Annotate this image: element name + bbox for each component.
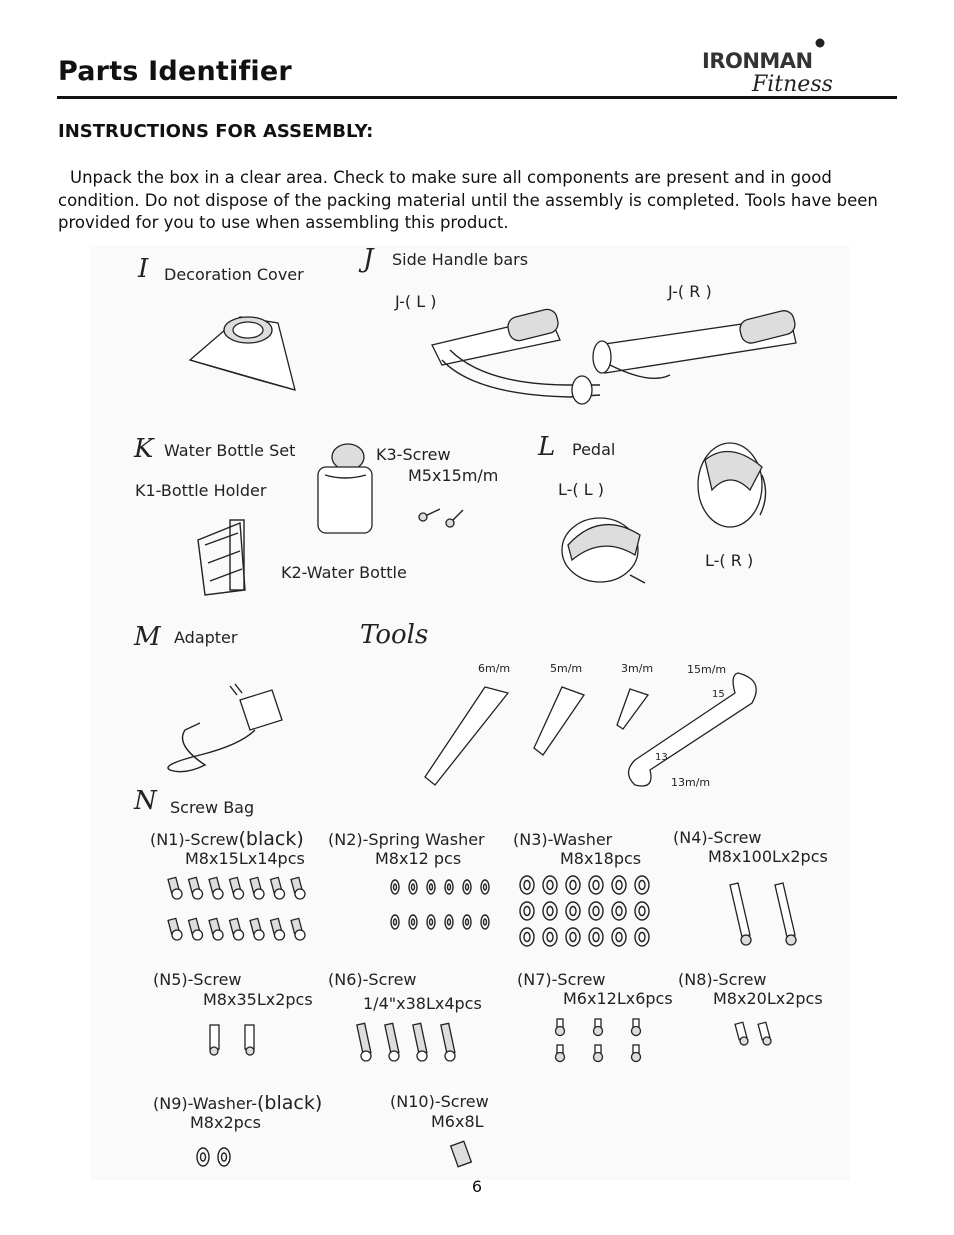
n6-code: (N6)-Screw: [328, 970, 417, 989]
part-l-right-label: L-( R ): [705, 551, 754, 570]
screw-icon: [209, 877, 223, 899]
allen-key-5mm-icon: [534, 687, 584, 755]
hardware-n4: [673, 828, 828, 945]
n2-code: (N2)-Spring Washer: [328, 830, 485, 849]
n2-spring-washers-icon: [391, 880, 489, 929]
washer-icon: [589, 876, 603, 894]
page-title: Parts Identifier: [58, 56, 292, 87]
adapter-illustration: [168, 684, 282, 772]
screw-icon: [230, 918, 244, 940]
hardware-n2: [328, 830, 489, 929]
spring-washer-icon: [409, 880, 417, 894]
svg-text:(N9)-Washer-(black): [153, 1092, 322, 1114]
part-n-group: [133, 786, 254, 817]
parts-diagram: [90, 245, 850, 1180]
spring-washer-icon: [445, 880, 453, 894]
part-k2-label: K2-Water Bottle: [281, 563, 407, 582]
n3-code: (N3)-Washer: [513, 830, 613, 849]
n7-size: M6x12Lx6pcs: [563, 989, 673, 1008]
allen-key-6mm-icon: [425, 687, 508, 785]
header-rule: [57, 96, 897, 99]
screw-icon: [271, 877, 285, 899]
n8-size: M8x20Lx2pcs: [713, 989, 823, 1008]
washer-icon: [520, 902, 534, 920]
screw-icon: [189, 877, 203, 899]
washer-icon: [543, 876, 557, 894]
washer-icon: [635, 928, 649, 946]
part-k1-label: K1-Bottle Holder: [135, 481, 267, 500]
page-number: 6: [471, 1177, 483, 1196]
screw-icon: [291, 877, 305, 899]
hardware-n5: [153, 970, 313, 1055]
n1-screws-icon: [168, 877, 305, 940]
part-j-left-label: J-( L ): [395, 292, 437, 311]
pedal-left-illustration: [562, 518, 645, 583]
n1-extra: (black): [238, 828, 304, 850]
screw-icon: [168, 918, 182, 940]
washer-icon: [543, 928, 557, 946]
spring-washer-icon: [391, 915, 399, 929]
washer-icon: [589, 928, 603, 946]
washer-icon: [566, 876, 580, 894]
screw-icon: [594, 1019, 603, 1036]
part-j-label: Side Handle bars: [392, 250, 529, 269]
svg-text:(N1)-Screw(black): [150, 828, 304, 850]
screw-icon: [556, 1045, 565, 1062]
washer-icon: [543, 902, 557, 920]
tool-5mm-label: 5m/m: [550, 662, 583, 675]
spring-washer-icon: [427, 880, 435, 894]
n5-screws-icon: [210, 1025, 254, 1055]
n1-size: M8x15Lx14pcs: [185, 849, 305, 868]
part-m-label: Adapter: [174, 628, 238, 647]
section-heading: INSTRUCTIONS FOR ASSEMBLY:: [58, 121, 374, 142]
tools-group: [360, 620, 756, 789]
screw-icon: [168, 877, 182, 899]
n7-screws-icon: [556, 1019, 641, 1062]
part-k-group: [133, 434, 498, 595]
washer-icon: [612, 902, 626, 920]
screw-icon: [209, 918, 223, 940]
washer-icon: [566, 928, 580, 946]
bottle-holder-illustration: [198, 520, 245, 595]
handlebar-right-illustration: [593, 309, 797, 379]
n8-screws-icon: [735, 1022, 771, 1045]
washer-icon: [520, 928, 534, 946]
part-l-group: [537, 432, 766, 583]
hardware-n6: [328, 970, 482, 1061]
k3-screws-illustration: [419, 509, 463, 527]
part-l-letter: L: [538, 432, 556, 462]
n2-size: M8x12 pcs: [375, 849, 462, 868]
part-n-label: Screw Bag: [170, 798, 255, 817]
screw-icon: [291, 918, 305, 940]
part-j-right-label: J-( R ): [668, 282, 712, 301]
n10-size: M6x8L: [431, 1112, 484, 1131]
n5-code: (N5)-Screw: [153, 970, 242, 989]
ironman-fitness-logo: [700, 36, 860, 96]
tools-label: Tools: [360, 620, 429, 650]
part-k3-label: K3-Screw: [376, 445, 451, 464]
n9-washers-icon: [197, 1148, 230, 1166]
allen-key-3mm-icon: [617, 689, 648, 729]
intro-paragraph: Unpack the box in a clear area. Check to make sure all components are present and in good condition. Do not dispose of the packing material until the assembly is completed. Tools have been provided for you to use when assembling this product.: [58, 168, 878, 232]
hardware-n8: [678, 970, 823, 1045]
part-i-label: Decoration Cover: [164, 265, 304, 284]
tool-3mm-label: 3m/m: [621, 662, 654, 675]
washer-icon: [612, 928, 626, 946]
part-k3-size: M5x15m/m: [408, 466, 499, 485]
part-l-left-label: L-( L ): [558, 480, 604, 499]
svg-text:15: 15: [712, 689, 725, 700]
svg-text:13: 13: [655, 752, 668, 763]
spring-washer-icon: [409, 915, 417, 929]
hardware-n3: [513, 830, 649, 946]
part-k-letter: K: [134, 434, 154, 464]
washer-icon: [566, 902, 580, 920]
n3-washers-icon: [520, 876, 649, 946]
n9-code: (N9)-Washer-: [153, 1094, 258, 1113]
screw-icon: [556, 1019, 565, 1036]
washer-icon: [635, 902, 649, 920]
spring-washer-icon: [445, 915, 453, 929]
screw-icon: [413, 1023, 427, 1061]
washer-icon: [635, 876, 649, 894]
part-m-letter: M: [134, 622, 161, 652]
part-k-label: Water Bottle Set: [164, 441, 296, 460]
hardware-n10: [390, 1092, 489, 1167]
spring-washer-icon: [463, 880, 471, 894]
n4-code: (N4)-Screw: [673, 828, 762, 847]
screw-icon: [357, 1023, 371, 1061]
n7-code: (N7)-Screw: [517, 970, 606, 989]
part-l-label: Pedal: [572, 440, 616, 459]
screw-icon: [230, 877, 244, 899]
n5-size: M8x35Lx2pcs: [203, 990, 313, 1009]
n9-extra: (black): [257, 1092, 323, 1114]
svg-text:Fitness: Fitness: [752, 72, 833, 96]
washer-icon: [520, 876, 534, 894]
pedal-right-illustration: [698, 443, 766, 527]
hardware-n9: [153, 1092, 322, 1166]
n10-code: (N10)-Screw: [390, 1092, 489, 1111]
handlebar-left-illustration: [432, 307, 600, 404]
hardware-n7: [517, 970, 673, 1062]
n9-size: M8x2pcs: [190, 1113, 261, 1132]
part-j-group: [358, 245, 797, 404]
wrench-icon: [629, 673, 757, 786]
n10-screw-icon: [451, 1141, 472, 1166]
part-j-letter: J: [363, 245, 374, 274]
part-n-letter: N: [134, 786, 157, 816]
n4-size: M8x100Lx2pcs: [708, 847, 828, 866]
spring-washer-icon: [391, 880, 399, 894]
n1-code: (N1)-Screw: [150, 830, 239, 849]
n8-code: (N8)-Screw: [678, 970, 767, 989]
washer-icon: [612, 876, 626, 894]
screw-icon: [632, 1019, 641, 1036]
spring-washer-icon: [481, 880, 489, 894]
n6-size: 1/4"x38Lx4pcs: [363, 994, 482, 1013]
n4-long-screws-icon: [730, 883, 796, 945]
part-m-group: [133, 622, 282, 772]
water-bottle-illustration: [318, 444, 372, 533]
tool-15mm-label: 15m/m: [687, 663, 727, 676]
screw-icon: [250, 877, 264, 899]
spring-washer-icon: [463, 915, 471, 929]
screw-icon: [632, 1045, 641, 1062]
decoration-cover-illustration: [190, 317, 295, 390]
part-i-group: [137, 254, 304, 390]
tool-6mm-label: 6m/m: [478, 662, 511, 675]
svg-text:IRONMAN: IRONMAN: [702, 49, 813, 73]
n3-size: M8x18pcs: [560, 849, 642, 868]
screw-icon: [250, 918, 264, 940]
screw-icon: [594, 1045, 603, 1062]
screw-icon: [189, 918, 203, 940]
hardware-n1: [150, 828, 305, 940]
n6-screws-icon: [357, 1023, 455, 1061]
screw-icon: [441, 1023, 455, 1061]
screw-icon: [271, 918, 285, 940]
tool-13mm-label: 13m/m: [671, 776, 711, 789]
spring-washer-icon: [481, 915, 489, 929]
spring-washer-icon: [427, 915, 435, 929]
washer-icon: [589, 902, 603, 920]
part-i-letter: I: [138, 254, 149, 284]
screw-icon: [385, 1023, 399, 1061]
